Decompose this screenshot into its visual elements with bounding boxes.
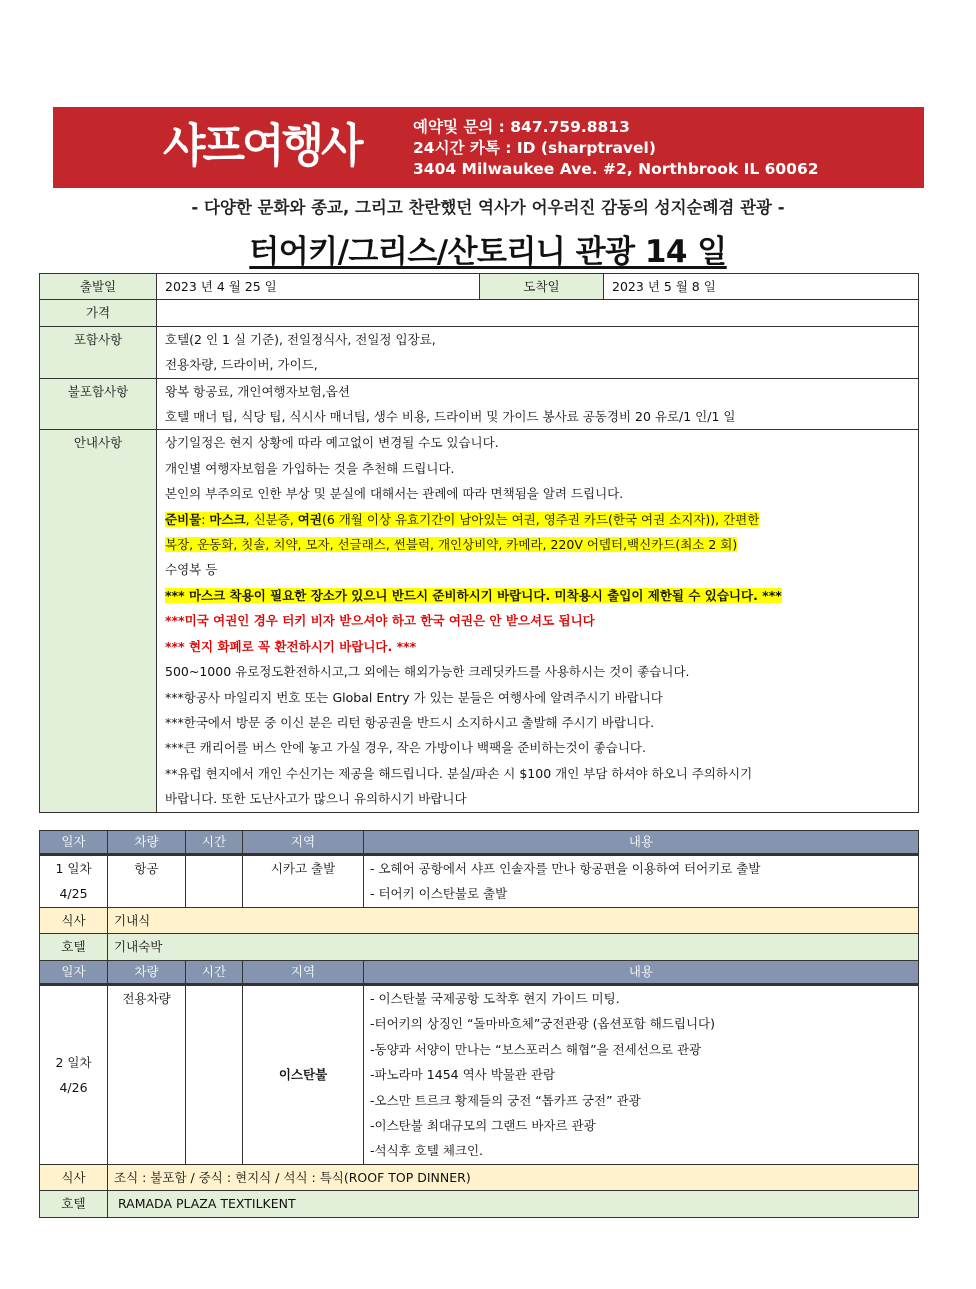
meal-row <box>40 1164 919 1190</box>
note-line: 본인의 부주의로 인한 부상 및 분실에 대해서는 관례에 따라 면책됨을 알려 드립니다. <box>165 486 624 502</box>
arrival-value: 2023 년 5 월 8 일 <box>604 274 919 300</box>
notes-value <box>157 430 919 812</box>
note-line: 개인별 여행자보험을 가입하는 것을 추천해 드립니다. <box>165 460 455 476</box>
itinerary-header <box>40 961 919 985</box>
day-cell <box>40 855 108 908</box>
meal-value: 기내식 <box>108 907 919 933</box>
tour-info-table <box>39 273 919 813</box>
contact-phone: 예약및 문의 : 847.759.8813 <box>413 118 630 136</box>
mask-warning-text: *** 마스크 착용이 필요한 장소가 있으니 반드시 준비하시기 바랍니다. 미착용시 출입이 제한될 수 있습니다. *** <box>165 587 782 603</box>
day-row <box>40 855 919 908</box>
content-item: -오스만 트르크 황제들의 궁전 “톱카프 궁전” 관광 <box>370 1092 641 1108</box>
departure-value: 2023 년 4 월 25 일 <box>157 274 480 300</box>
included-value <box>157 326 919 378</box>
itinerary-day-1 <box>39 830 919 961</box>
vehicle-cell: 항공 <box>108 855 186 908</box>
day-number: 2 일차 <box>55 1054 92 1070</box>
prep-highlight <box>165 512 759 527</box>
excluded-row <box>40 378 919 430</box>
header-vehicle: 차량 <box>108 961 186 985</box>
note-line: 바랍니다. 또한 도난사고가 많으니 유의하시기 바랍니다 <box>165 791 467 807</box>
prep-passport: 여권 <box>297 511 322 527</box>
content-item: - 이스탄불 국제공항 도착후 현지 가이드 미팅. <box>370 991 620 1006</box>
notes-row <box>40 430 919 812</box>
meal-value: 조식 : 불포함 / 중식 : 현지식 / 석식 : 특식(ROOF TOP DINNER) <box>108 1164 919 1190</box>
page-subtitle: - 다양한 문화와 종교, 그리고 찬란했던 역사가 어우러진 감동의 성지순례겸 관광 - <box>191 198 785 217</box>
included-line: 호텔(2 인 1 실 기준), 전일정식사, 전일정 입장료, <box>165 331 436 347</box>
price-label: 가격 <box>40 300 157 326</box>
hotel-label: 호텔 <box>40 934 108 960</box>
contact-kakao: 24시간 카톡 : ID (sharptravel) <box>413 139 656 157</box>
meal-label: 식사 <box>40 907 108 933</box>
currency-warning: *** 현지 화폐로 꼭 환전하시기 바랍니다. *** <box>165 638 417 654</box>
note-line: 500~1000 유로정도환전하시고,그 외에는 해외가능한 크레딧카드를 사용하시는 것이 좋습니다. <box>165 664 690 680</box>
excluded-line: 호텔 매너 팁, 식당 팁, 식시사 매너팁, 생수 비용, 드라이버 및 가이드 봉사료 공동경비 20 유로/1 인/1 일 <box>165 409 736 425</box>
content-item: -파노라마 1454 역사 박물관 관람 <box>370 1067 556 1083</box>
included-row <box>40 326 919 378</box>
content-cell <box>364 985 919 1165</box>
header-banner <box>53 107 924 188</box>
itinerary-header <box>40 831 919 855</box>
header-time: 시간 <box>186 831 243 855</box>
page-title: 터어키/그리스/산토리니 관광 14 일 <box>249 234 727 270</box>
departure-row <box>40 274 919 300</box>
region-cell: 시카고 출발 <box>243 855 364 908</box>
day-cell <box>40 985 108 1165</box>
included-line: 전용차량, 드라이버, 가이드, <box>165 357 318 373</box>
header-time: 시간 <box>186 961 243 985</box>
content-cell <box>364 855 919 908</box>
note-line: ***큰 캐리어를 버스 안에 놓고 가실 경우, 작은 가방이나 백팩을 준비하는것이 좋습니다. <box>165 740 646 756</box>
region-cell: 이스탄불 <box>243 985 364 1165</box>
header-date: 일자 <box>40 961 108 985</box>
content-item: - 터어키 이스탄불로 출발 <box>370 886 508 902</box>
header-region: 지역 <box>243 831 364 855</box>
day-row <box>40 985 919 1165</box>
price-row <box>40 300 919 326</box>
note-line: ***항공사 마일리지 번호 또는 Global Entry 가 있는 분들은 여행사에 알려주시기 바랍니다 <box>165 689 663 705</box>
contact-address: 3404 Milwaukee Ave. #2, Northbrook IL 60062 <box>413 160 819 178</box>
note-line: ***한국에서 방문 중 이신 분은 리턴 항공권을 반드시 소지하시고 출발해 주시기 바랍니다. <box>165 714 655 730</box>
vehicle-cell: 전용차량 <box>108 985 186 1165</box>
notes-label: 안내사항 <box>40 430 157 812</box>
price-value <box>157 300 919 326</box>
header-content: 내용 <box>364 961 919 985</box>
header-vehicle: 차량 <box>108 831 186 855</box>
day-date: 4/26 <box>59 1079 88 1095</box>
day-number: 1 일차 <box>55 861 92 876</box>
excluded-line: 왕복 항공료, 개인여행자보험,옵션 <box>165 383 350 399</box>
excluded-label: 불포함사항 <box>40 378 157 430</box>
prep-line-1 <box>165 507 910 532</box>
meal-row <box>40 907 919 933</box>
content-item: - 오헤어 공항에서 샤프 인솔자를 만나 항공편을 이용하여 터어키로 출발 <box>370 861 761 876</box>
hotel-row <box>40 934 919 960</box>
included-label: 포함사항 <box>40 326 157 378</box>
prep-mask: 마스크 <box>209 511 246 527</box>
header-content: 내용 <box>364 831 919 855</box>
content-item: -터어키의 상징인 “돌마바흐체”궁전관광 (옵션포함 해드립니다) <box>370 1016 715 1032</box>
arrival-label: 도착일 <box>480 274 604 300</box>
prep-label: 준비물 <box>165 511 202 527</box>
header-region: 지역 <box>243 961 364 985</box>
meal-label: 식사 <box>40 1164 108 1190</box>
itinerary-day-2 <box>39 960 919 1218</box>
visa-warning: ***미국 여권인 경우 터키 비자 받으셔야 하고 한국 여권은 안 받으셔도 됩니다 <box>165 613 595 629</box>
time-cell <box>186 985 243 1165</box>
hotel-value: 기내숙박 <box>108 934 919 960</box>
day-date: 4/25 <box>59 886 88 902</box>
contact-info <box>413 117 819 180</box>
prep-line-2 <box>165 532 910 557</box>
time-cell <box>186 855 243 908</box>
prep-passport-detail: (6 개월 이상 유효기간이 남아있는 여권, 영주권 카드(한국 여권 소지자)), 간편한 <box>321 511 760 527</box>
header-date: 일자 <box>40 831 108 855</box>
prep-items: 복장, 운동화, 칫솔, 치약, 모자, 선글래스, 썬블럭, 개인상비약, 카메라, 220V 어뎁터,백신카드(최소 2 회) <box>165 537 738 553</box>
departure-label: 출발일 <box>40 274 157 300</box>
mask-warning <box>165 583 910 608</box>
excluded-value <box>157 378 919 430</box>
prep-separator: : <box>201 511 210 527</box>
content-item: -이스탄불 최대규모의 그랜드 바자르 관광 <box>370 1118 596 1134</box>
hotel-label: 호텔 <box>40 1191 108 1217</box>
note-line: 수영복 등 <box>165 562 218 578</box>
content-item: -석식후 호텔 체크인. <box>370 1143 484 1159</box>
company-logo: 샤프여행사 <box>163 119 361 174</box>
note-line: **유럽 현지에서 개인 수신기는 제공을 해드립니다. 분실/파손 시 $100 개인 부담 하셔야 하오니 주의하시기 <box>165 765 753 781</box>
note-line: 상기일정은 현지 상황에 따라 예고없이 변경될 수도 있습니다. <box>165 435 499 451</box>
hotel-value: RAMADA PLAZA TEXTILKENT <box>108 1191 919 1217</box>
prep-id: , 신분증, <box>245 511 298 527</box>
hotel-row <box>40 1191 919 1217</box>
content-item: -동양과 서양이 만나는 “보스포러스 해협”을 전세선으로 관광 <box>370 1041 702 1057</box>
